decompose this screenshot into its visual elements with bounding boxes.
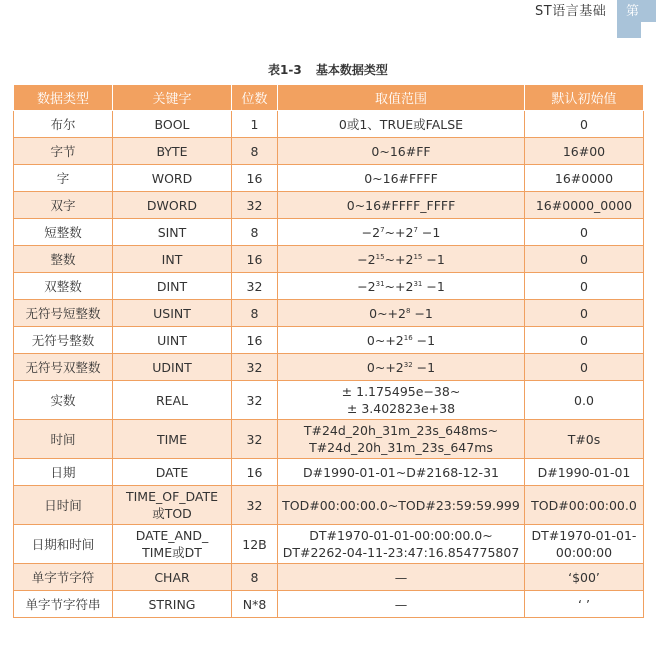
cell-range [278,219,525,246]
table-row [14,246,644,273]
cell-type: 字节 [14,138,113,165]
cell-default [525,525,644,564]
cell-range [278,327,525,354]
cell-keyword: BYTE [113,138,232,165]
range-exp: 31 [375,279,385,288]
cell-range: 0~16#FF [278,138,525,165]
cell-keyword [113,486,232,525]
range-exp: 32 [403,360,413,369]
range-tail: −1 [426,251,445,267]
default-line-1: DT#1970-01-01- [531,528,637,543]
cell-range [278,354,525,381]
cell-keyword: INT [113,246,232,273]
cell-range [278,420,525,459]
cell-default: 0 [525,300,644,327]
header-default: 默认初始值 [525,85,644,111]
cell-bits: 12B [232,525,278,564]
cell-default: TOD#00:00:00.0 [525,486,644,525]
cell-keyword [113,525,232,564]
cell-bits: 16 [232,459,278,486]
table-name: 基本数据类型 [315,63,388,77]
cell-type: 实数 [14,381,113,420]
range-mid: 0~+2 [369,305,406,321]
cell-bits: 32 [232,486,278,525]
table-row [14,564,644,591]
table-number: 表1-3 [268,63,302,77]
cell-keyword: CHAR [113,564,232,591]
table-row [14,273,644,300]
table-row [14,138,644,165]
cell-default: 0 [525,327,644,354]
cell-range: 0或1、TRUE或FALSE [278,111,525,138]
default-line-2: 00:00:00 [555,545,613,560]
header-range: 取值范围 [278,85,525,111]
cell-bits: 32 [232,192,278,219]
header-keyword: 关键字 [113,85,232,111]
cell-type: 单字节字符 [14,564,113,591]
cell-range [278,381,525,420]
range-line-2: ± 3.402823e+38 [346,401,456,416]
cell-bits: 8 [232,138,278,165]
chapter-tab [617,0,656,38]
cell-default: 0 [525,111,644,138]
cell-type: 日时间 [14,486,113,525]
table-row [14,459,644,486]
range-line-1: ± 1.175495e−38~ [341,384,461,399]
range-exp: 15 [413,252,423,261]
cell-range [278,246,525,273]
cell-keyword: STRING [113,591,232,618]
cell-default: ‘$00’ [525,564,644,591]
cell-type: 时间 [14,420,113,459]
cell-range: D#1990-01-01~D#2168-12-31 [278,459,525,486]
cell-range [278,273,525,300]
table-caption [0,61,656,78]
cell-default: 0 [525,246,644,273]
range-tail: −1 [416,332,436,348]
cell-bits: 16 [232,327,278,354]
table-row [14,486,644,525]
cell-bits: 8 [232,300,278,327]
range-mid: ~+2 [384,251,414,267]
cell-keyword: SINT [113,219,232,246]
range-mid: ~+2 [384,224,414,240]
cell-default: ‘ ’ [525,591,644,618]
header-bits: 位数 [232,85,278,111]
keyword-line-2: 或TOD [152,506,192,521]
cell-type: 单字节字符串 [14,591,113,618]
cell-type: 日期 [14,459,113,486]
cell-bits: 16 [232,246,278,273]
cell-range [278,300,525,327]
cell-range: TOD#00:00:00.0~TOD#23:59:59.999 [278,486,525,525]
cell-keyword: WORD [113,165,232,192]
range-exp: 16 [403,333,413,342]
cell-type: 短整数 [14,219,113,246]
range-exp: 8 [405,306,411,315]
table-row [14,192,644,219]
cell-bits: 32 [232,354,278,381]
range-mid: 0~+2 [366,359,404,375]
book-section-title: ST语言基础 [535,4,607,19]
cell-range: — [278,591,525,618]
cell-default: 0 [525,354,644,381]
cell-range: 0~16#FFFF [278,165,525,192]
cell-default: 16#00 [525,138,644,165]
range-exp: 31 [413,279,423,288]
cell-type: 双字 [14,192,113,219]
cell-keyword: DATE [113,459,232,486]
range-exp: 15 [375,252,385,261]
range-tail: −1 [414,305,433,321]
cell-type: 无符号双整数 [14,354,113,381]
cell-bits: 32 [232,381,278,420]
cell-bits: 8 [232,564,278,591]
table-row [14,300,644,327]
cell-keyword: TIME [113,420,232,459]
cell-default: 16#0000_0000 [525,192,644,219]
cell-keyword: BOOL [113,111,232,138]
cell-range [278,525,525,564]
range-line-2: DT#2262-04-11-23:47:16.854775807 [282,545,520,560]
chapter-number-block [641,22,656,38]
cell-type: 无符号短整数 [14,300,113,327]
range-line-1: T#24d_20h_31m_23s_648ms~ [303,423,499,438]
cell-type: 整数 [14,246,113,273]
cell-range: 0~16#FFFF_FFFF [278,192,525,219]
cell-type: 字 [14,165,113,192]
range-exp: 7 [380,225,385,234]
range-line-1: DT#1970-01-01-00:00:00.0~ [309,528,493,543]
cell-bits: 1 [232,111,278,138]
cell-bits: 32 [232,273,278,300]
cell-bits: 16 [232,165,278,192]
keyword-line-2: TIME或DT [142,545,202,560]
cell-type: 无符号整数 [14,327,113,354]
cell-type: 日期和时间 [14,525,113,564]
range-base: −2 [357,251,376,267]
range-tail: −1 [426,278,445,294]
cell-keyword: DINT [113,273,232,300]
table-row [14,111,644,138]
range-tail: −1 [421,224,441,240]
range-mid: ~+2 [384,278,414,294]
keyword-line-1: DATE_AND_ [135,528,209,543]
range-base: −2 [357,278,376,294]
table-row [14,327,644,354]
table-row [14,420,644,459]
cell-bits: N*8 [232,591,278,618]
cell-default: 0 [525,219,644,246]
cell-default: 16#0000 [525,165,644,192]
cell-default: T#0s [525,420,644,459]
chapter-label: 第 [626,4,640,19]
cell-bits: 32 [232,420,278,459]
cell-default: D#1990-01-01 [525,459,644,486]
cell-keyword: REAL [113,381,232,420]
table-row [14,165,644,192]
table-row [14,591,644,618]
cell-keyword: UDINT [113,354,232,381]
table-row [14,525,644,564]
cell-keyword: UINT [113,327,232,354]
range-base: −2 [361,224,381,240]
cell-type: 布尔 [14,111,113,138]
cell-type: 双整数 [14,273,113,300]
range-mid: 0~+2 [366,332,404,348]
range-tail: −1 [416,359,436,375]
range-line-2: T#24d_20h_31m_23s_647ms [309,440,493,455]
cell-default: 0.0 [525,381,644,420]
cell-keyword: USINT [113,300,232,327]
table-row [14,219,644,246]
table-row [14,354,644,381]
table-header-row [14,85,644,111]
data-types-table [13,85,644,618]
cell-range: — [278,564,525,591]
table-row [14,381,644,420]
cell-keyword: DWORD [113,192,232,219]
keyword-line-1: TIME_OF_DATE [125,489,219,504]
range-exp: 7 [413,225,418,234]
cell-bits: 8 [232,219,278,246]
header-data-type: 数据类型 [14,85,113,111]
cell-default: 0 [525,273,644,300]
